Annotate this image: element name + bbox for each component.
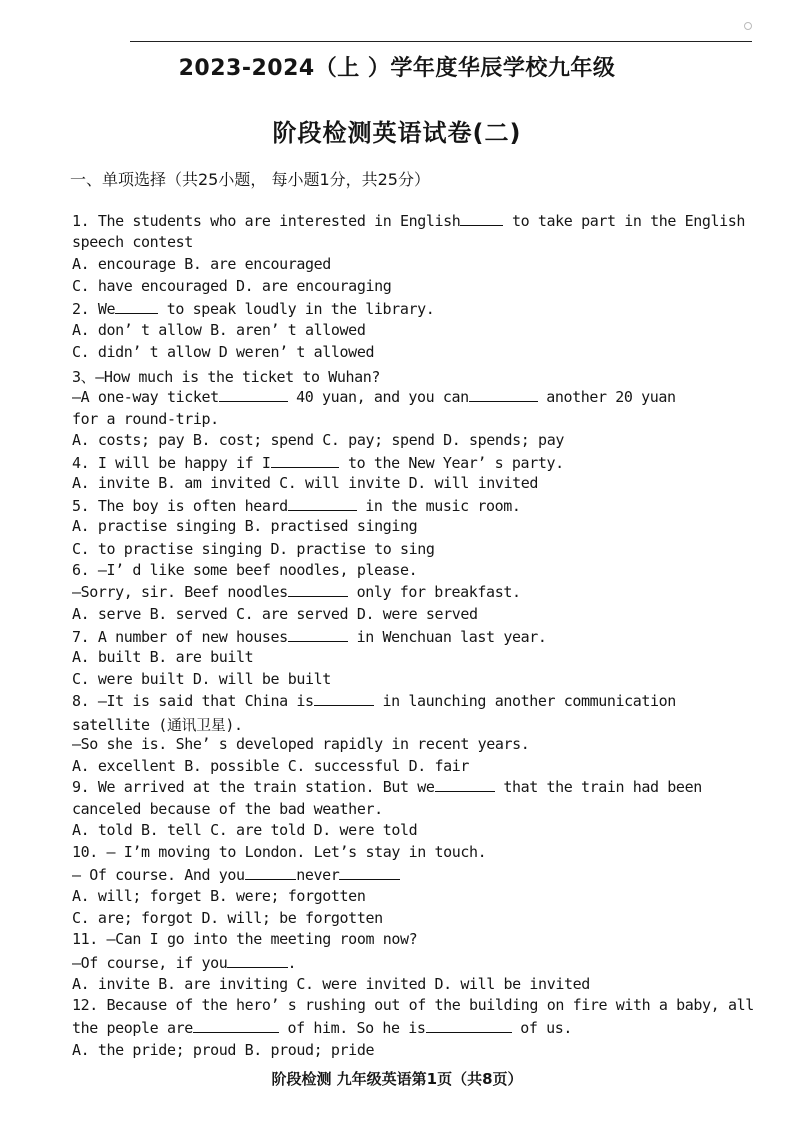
line-text: A. excellent B. possible C. successful D. fair [72,757,470,775]
answer-blank [314,691,374,706]
answer-blank [435,777,495,792]
question-line [72,843,486,861]
line-text: C. have encouraged D. are encouraging [72,277,392,295]
line-text: that the train had been [494,778,702,796]
answer-blank [469,387,538,402]
question-line [72,410,219,428]
question-line [72,277,391,295]
line-text: C. are; forgot D. will; be forgotten [72,909,383,927]
line-text: A. costs; pay B. cost; spend C. pay; spend D. spends; pay [72,431,564,449]
question-line [72,887,365,905]
answer-blank [339,865,399,880]
line-text: 9. We arrived at the train station. But we [72,778,435,796]
line-text: in Wenchuan last year. [347,628,547,646]
line-text: C. to practise singing D. practise to sing [72,540,435,558]
line-text: 8. —It is said that China is [72,692,314,710]
page-footer: 阶段检测 九年级英语第1页（共8页） [271,1070,523,1088]
question-line [72,496,521,515]
question-line [72,343,374,361]
line-text: 5. The boy is often heard [72,497,288,515]
line-text: to take part in the English [503,212,746,230]
answer-blank [193,1018,279,1033]
line-text: to the New Year’ s party. [339,454,564,472]
question-line [72,453,564,472]
question-line [72,431,564,449]
answer-blank [115,299,158,314]
question-line [72,930,417,948]
question-line [72,996,754,1014]
question-line [72,821,417,839]
line-text: —Sorry, sir. Beef noodles [72,583,288,601]
question-line [72,691,676,710]
line-text: in launching another communication [373,692,676,710]
question-line [72,757,469,775]
question-line [72,211,745,230]
section-heading: 一、单项选择（共25小题， 每小题1分，共25分） [70,170,430,189]
answer-blank [288,582,348,597]
question-line [72,714,243,735]
line-text: A. invite B. am invited C. will invite D. will invited [72,474,539,492]
answer-blank [227,953,287,968]
answer-blank [288,627,348,642]
corner-mark [744,22,752,30]
line-text: C. didn’ t allow D weren’ t allowed [72,343,375,361]
question-line [72,233,193,251]
question-line [72,1018,572,1037]
question-line [72,1041,374,1059]
question-line [72,540,435,558]
line-text: —A one-way ticket [72,388,219,406]
line-text: . [287,954,297,972]
line-text: to speak loudly in the library. [158,300,435,318]
question-line [72,605,478,623]
line-text: 6. —I’ d like some beef noodles, please. [72,561,418,579]
line-text: in the music room. [356,497,521,515]
line-text: never [296,866,340,884]
line-text: 1. The students who are interested in English [72,212,461,230]
question-line [72,953,296,972]
line-text: A. told B. tell C. are told D. were told [72,821,418,839]
line-text: only for breakfast. [347,583,521,601]
question-line [72,648,253,666]
line-text: 4. I will be happy if I [72,454,271,472]
line-text: 2. We [72,300,116,318]
question-line [72,387,676,406]
question-line [72,366,380,387]
question-line [72,517,417,535]
line-text: satellite (通讯卫星). [72,716,243,734]
question-line [72,299,434,318]
line-text: A. serve B. served C. are served D. were served [72,605,478,623]
line-text: 11. —Can I go into the meeting room now? [72,930,418,948]
answer-blank [219,387,288,402]
line-text: A. don’ t allow B. aren’ t allowed [72,321,366,339]
answer-blank [426,1018,512,1033]
line-text: A. the pride; proud B. proud; pride [72,1041,375,1059]
question-line [72,474,538,492]
line-text: 40 yuan, and you can [287,388,469,406]
line-text: of him. So he is [278,1019,426,1037]
line-text: for a round-trip. [72,410,219,428]
question-line [72,800,383,818]
question-line [72,670,331,688]
line-text: A. encourage B. are encouraged [72,255,331,273]
exam-title-line1: 2023-2024（上 ）学年度华辰学校九年级 [178,56,616,81]
line-text: —Of course, if you [72,954,228,972]
line-text: 7. A number of new houses [72,628,288,646]
line-text: —So she is. She’ s developed rapidly in recent years. [72,735,530,753]
line-text: A. invite B. are inviting C. were invited D. will be invited [72,975,590,993]
question-line [72,777,702,796]
line-text: A. will; forget B. were; forgotten [72,887,366,905]
question-line [72,582,521,601]
line-text: — Of course. And you [72,866,245,884]
answer-blank [288,496,357,511]
top-rule [130,41,752,42]
question-line [72,909,383,927]
question-line [72,975,590,993]
answer-blank [460,211,503,226]
question-line [72,627,546,646]
question-line [72,561,417,579]
line-text: of us. [511,1019,572,1037]
line-text: A. built B. are built [72,648,254,666]
line-text: another 20 yuan [537,388,676,406]
answer-blank [245,865,297,880]
answer-blank [271,453,340,468]
question-line [72,255,331,273]
exam-title-line2: 阶段检测英语试卷(二) [272,119,522,147]
question-line [72,735,529,753]
line-text: C. were built D. will be built [72,670,331,688]
line-text: the people are [72,1019,193,1037]
line-text: 10. — I’m moving to London. Let’s stay in touch. [72,843,487,861]
line-text: canceled because of the bad weather. [72,800,383,818]
line-text: speech contest [72,233,193,251]
line-text: A. practise singing B. practised singing [72,517,418,535]
question-line [72,865,400,884]
line-text: 12. Because of the hero’ s rushing out of the building on fire with a baby, all [72,996,754,1014]
line-text: 3、—How much is the ticket to Wuhan? [72,368,381,386]
question-line [72,321,365,339]
